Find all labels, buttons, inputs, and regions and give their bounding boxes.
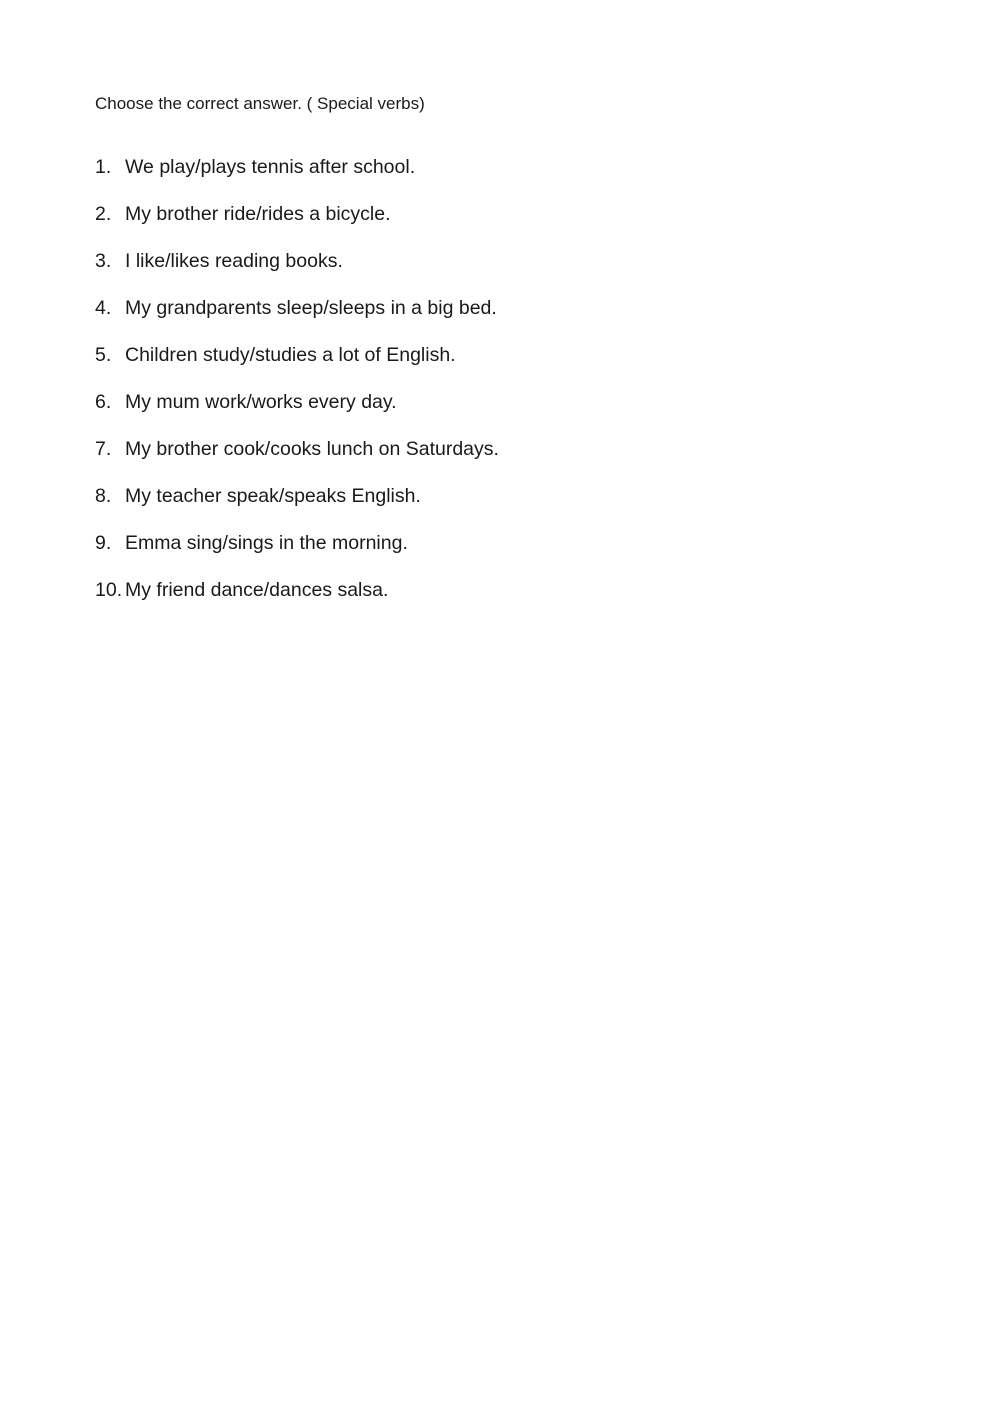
item-number: 10.: [95, 579, 123, 601]
item-number: 5.: [95, 344, 112, 366]
list-item: [95, 248, 499, 295]
item-number: 2.: [95, 203, 112, 225]
item-number: 7.: [95, 438, 112, 460]
item-number: 1.: [95, 156, 112, 178]
item-text: My grandparents sleep/sleeps in a big bed.: [125, 297, 497, 319]
list-item: [95, 295, 499, 342]
exercise-list: [95, 154, 499, 624]
list-item: [95, 154, 499, 201]
list-item: [95, 577, 499, 624]
list-item: [95, 389, 499, 436]
list-item: [95, 530, 499, 577]
item-text: We play/plays tennis after school.: [125, 156, 416, 178]
item-number: 8.: [95, 485, 112, 507]
item-text: My brother ride/rides a bicycle.: [125, 203, 391, 225]
item-text: Children study/studies a lot of English.: [125, 344, 456, 366]
item-number: 6.: [95, 391, 112, 413]
item-text: Emma sing/sings in the morning.: [125, 532, 408, 554]
item-number: 9.: [95, 532, 112, 554]
item-text: My teacher speak/speaks English.: [125, 485, 421, 507]
item-number: 4.: [95, 297, 112, 319]
instruction-text: Choose the correct answer. ( Special verbs): [95, 94, 425, 113]
list-item: [95, 342, 499, 389]
list-item: [95, 436, 499, 483]
item-text: My friend dance/dances salsa.: [125, 579, 389, 601]
item-text: My mum work/works every day.: [125, 391, 397, 413]
list-item: [95, 483, 499, 530]
item-text: My brother cook/cooks lunch on Saturdays.: [125, 438, 499, 460]
list-item: [95, 201, 499, 248]
item-text: I like/likes reading books.: [125, 250, 343, 272]
item-number: 3.: [95, 250, 112, 272]
